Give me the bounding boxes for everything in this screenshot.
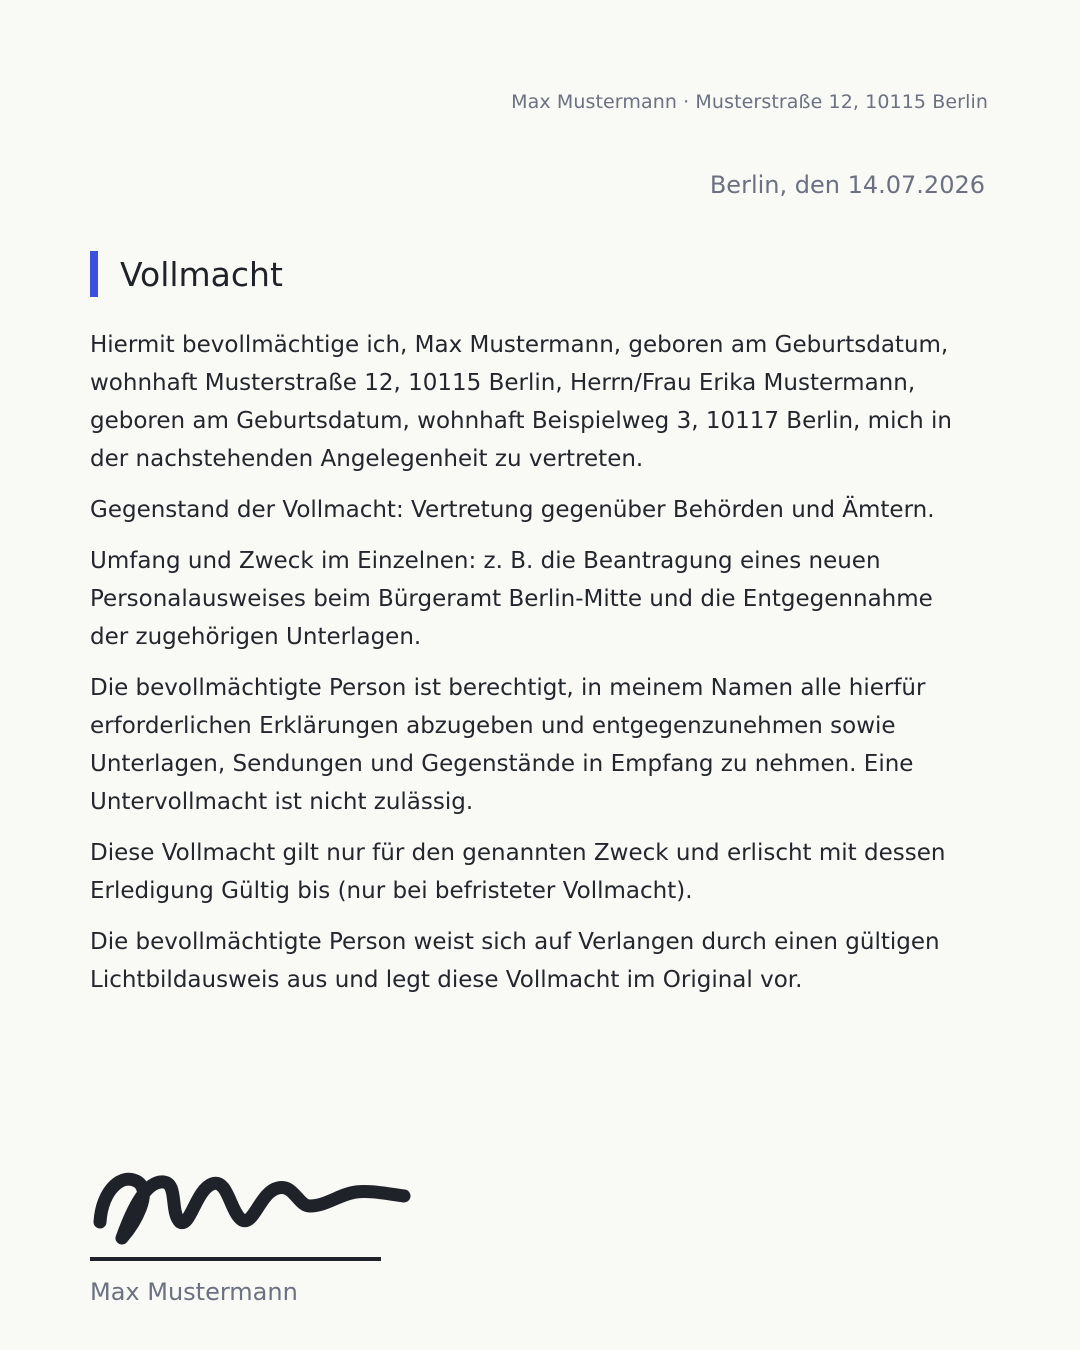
paragraph-subject: Gegenstand der Vollmacht: Vertretung gegenüber Behörden und Ämtern.	[90, 497, 935, 523]
handwritten-signature	[88, 1162, 418, 1252]
paragraph-authorization: Hiermit bevollmächtige ich, Max Mustermann, geboren am Geburtsdatum, wohnhaft Musterstraße 12, 10115 Berlin, Herrn/Frau Erika Mustermann, geboren am Geburtsdatum, wohnhaft Beispielweg 3, 10117 Berlin, mich in der nachstehenden Angelegenheit zu vertreten.	[90, 332, 952, 472]
signature-line	[90, 1257, 381, 1261]
title-row	[90, 251, 283, 297]
paragraph-identification: Die bevollmächtigte Person weist sich auf Verlangen durch einen gültigen Lichtbildausweis aus und legt diese Vollmacht im Original vor.	[90, 929, 940, 993]
paragraph-powers: Die bevollmächtigte Person ist berechtigt, in meinem Namen alle hierfür erforderlichen Erklärungen abzugeben und entgegenzunehmen sowie Unterlagen, Sendungen und Gegenstände in Empfang zu nehmen. Eine Untervollmacht ist nicht zulässig.	[90, 675, 926, 815]
paragraph-validity: Diese Vollmacht gilt nur für den genannten Zweck und erlischt mit dessen Erledigung Gültig bis (nur bei befristeter Vollmacht).	[90, 840, 946, 904]
letter-body	[90, 326, 970, 1012]
signer-name: Max Mustermann	[90, 1278, 298, 1306]
page-title: Vollmacht	[120, 254, 283, 294]
date-line: Berlin, den 14.07.2026	[709, 171, 985, 199]
paragraph-scope: Umfang und Zweck im Einzelnen: z. B. die Beantragung eines neuen Personalausweises beim Bürgeramt Berlin-Mitte und die Entgegennahme der zugehörigen Unterlagen.	[90, 548, 933, 650]
sender-address: Max Mustermann · Musterstraße 12, 10115 Berlin	[511, 91, 988, 113]
title-accent-bar	[90, 251, 98, 297]
